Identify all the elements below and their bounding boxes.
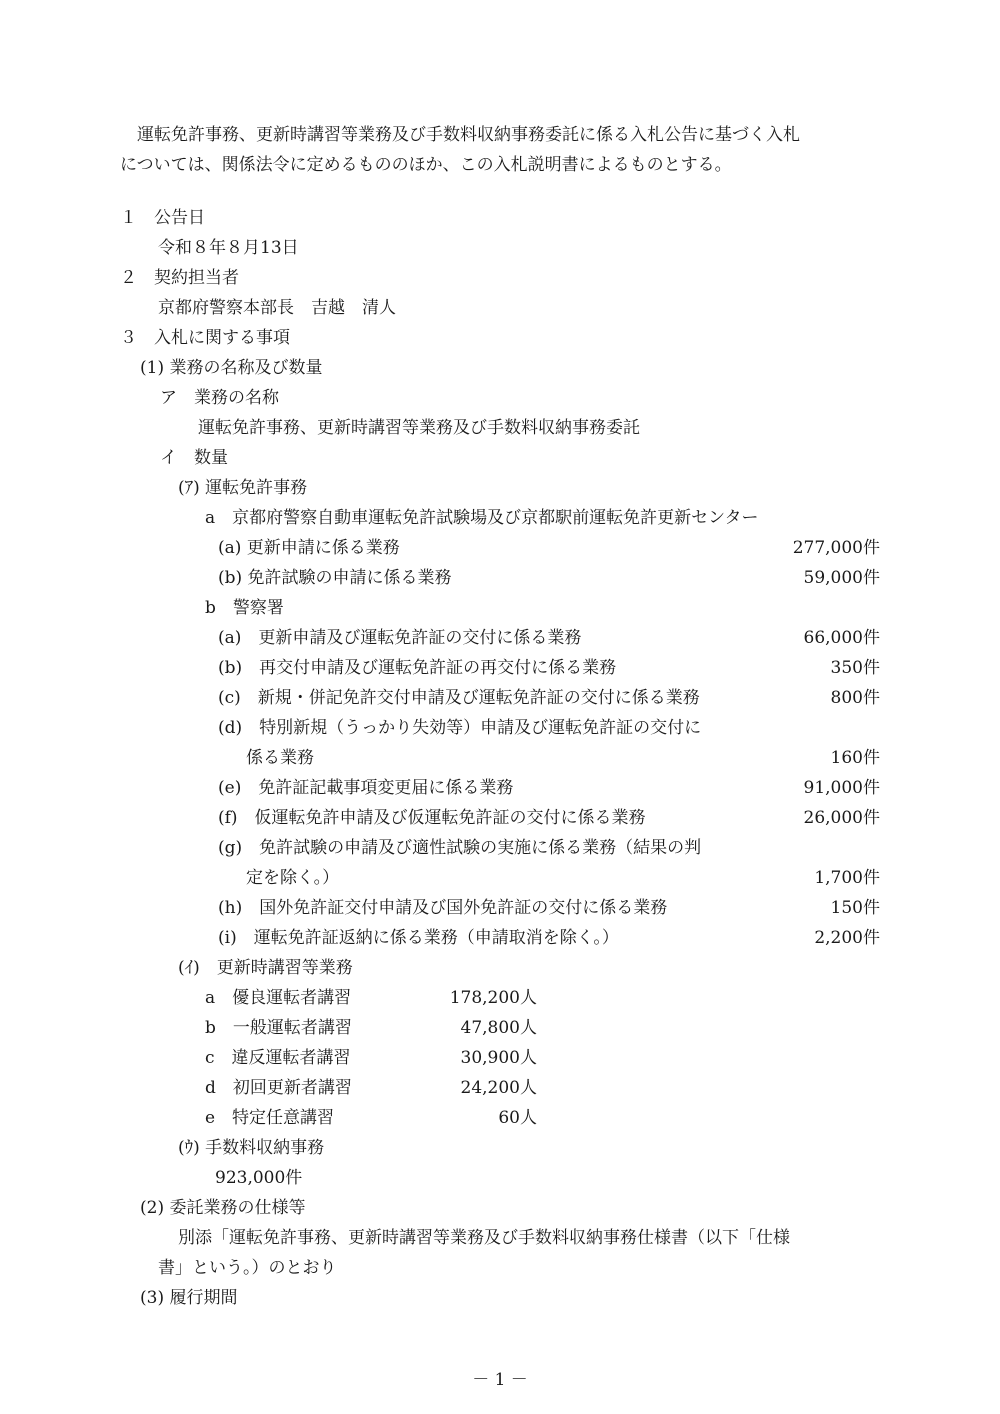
license-a-item-amount: 59,000件 [803, 568, 880, 588]
license-a-label: a 京都府警察自動車運転免許試験場及び京都駅前運転免許更新センター [205, 508, 759, 528]
intro-line-2: については、関係法令に定めるもののほか、この入札説明書によるものとする。 [120, 155, 732, 175]
lecture-item-text: b 一般運転者講習 [205, 1018, 352, 1038]
item-a-value: 運転免許事務、更新時講習等業務及び手数料収納事務委託 [198, 418, 640, 438]
license-b-item-amount: 2,200件 [814, 928, 880, 948]
license-b-item-amount: 150件 [830, 898, 880, 918]
section-3-label: ３ 入札に関する事項 [120, 328, 290, 348]
subsection-2-line-1: 別添「運転免許事務、更新時講習等業務及び手数料収納事務仕様書（以下「仕様 [178, 1228, 790, 1248]
section-1-label: １ 公告日 [120, 208, 205, 228]
license-b-item-amount: 350件 [830, 658, 880, 678]
lecture-item-amount: 60人 [498, 1108, 537, 1128]
license-b-item-text: (d) 特別新規（うっかり失効等）申請及び運転免許証の交付に [218, 718, 702, 738]
section-2-label: ２ 契約担当者 [120, 268, 239, 288]
license-b-item-amount: 800件 [830, 688, 880, 708]
subsection-2-line-2: 書」という。）のとおり [158, 1258, 337, 1278]
license-b-item-amount: 91,000件 [803, 778, 880, 798]
subsection-2-label: (2) 委託業務の仕様等 [140, 1198, 306, 1218]
fee-work-label: (ｳ) 手数料収納事務 [178, 1138, 325, 1158]
license-b-item-text: (e) 免許証記載事項変更届に係る業務 [218, 778, 514, 798]
fee-work-amount: 923,000件 [215, 1168, 303, 1188]
license-b-item-text: (b) 再交付申請及び運転免許証の再交付に係る業務 [218, 658, 617, 678]
license-b-item-amount: 66,000件 [803, 628, 880, 648]
item-i-label: イ 数量 [160, 448, 228, 468]
page-number: － 1 － [472, 1370, 528, 1390]
license-b-item-text: (i) 運転免許証返納に係る業務（申請取消を除く。） [218, 928, 619, 948]
lecture-item-amount: 47,800人 [460, 1018, 537, 1038]
lecture-item-amount: 178,200人 [449, 988, 537, 1008]
lecture-item-amount: 30,900人 [460, 1048, 537, 1068]
license-b-item-text: (f) 仮運転免許申請及び仮運転免許証の交付に係る業務 [218, 808, 646, 828]
license-b-item-continuation: 係る業務 [246, 748, 314, 768]
license-b-item-text: (h) 国外免許証交付申請及び国外免許証の交付に係る業務 [218, 898, 668, 918]
license-b-item-amount: 160件 [830, 748, 880, 768]
license-b-item-amount: 26,000件 [803, 808, 880, 828]
item-a-label: ア 業務の名称 [160, 388, 279, 408]
license-b-item-continuation: 定を除く。） [246, 868, 340, 888]
lecture-item-text: c 違反運転者講習 [205, 1048, 351, 1068]
section-2-value: 京都府警察本部長 吉越 清人 [158, 298, 396, 318]
license-b-item-amount: 1,700件 [814, 868, 880, 888]
subsection-3-label: (3) 履行期間 [140, 1288, 238, 1308]
license-work-label: (ｱ) 運転免許事務 [178, 478, 308, 498]
intro-paragraph [120, 120, 890, 180]
license-a-item-amount: 277,000件 [792, 538, 880, 558]
lecture-item-text: a 優良運転者講習 [205, 988, 352, 1008]
license-a-item-text: (b) 免許試験の申請に係る業務 [218, 568, 452, 588]
intro-line-1: 運転免許事務、更新時講習等業務及び手数料収納事務委託に係る入札公告に基づく入札 [120, 125, 800, 145]
license-b-item-text: (a) 更新申請及び運転免許証の交付に係る業務 [218, 628, 582, 648]
subsection-1-label: (1) 業務の名称及び数量 [140, 358, 323, 378]
license-b-item-text: (c) 新規・併記免許交付申請及び運転免許証の交付に係る業務 [218, 688, 700, 708]
lecture-item-text: e 特定任意講習 [205, 1108, 335, 1128]
lecture-work-label: (ｲ) 更新時講習等業務 [178, 958, 353, 978]
license-b-label: b 警察署 [205, 598, 284, 618]
license-b-item-text: (g) 免許試験の申請及び適性試験の実施に係る業務（結果の判 [218, 838, 702, 858]
section-1-value: 令和８年８月13日 [158, 238, 299, 258]
license-a-item-text: (a) 更新申請に係る業務 [218, 538, 400, 558]
lecture-item-amount: 24,200人 [460, 1078, 537, 1098]
lecture-item-text: d 初回更新者講習 [205, 1078, 352, 1098]
